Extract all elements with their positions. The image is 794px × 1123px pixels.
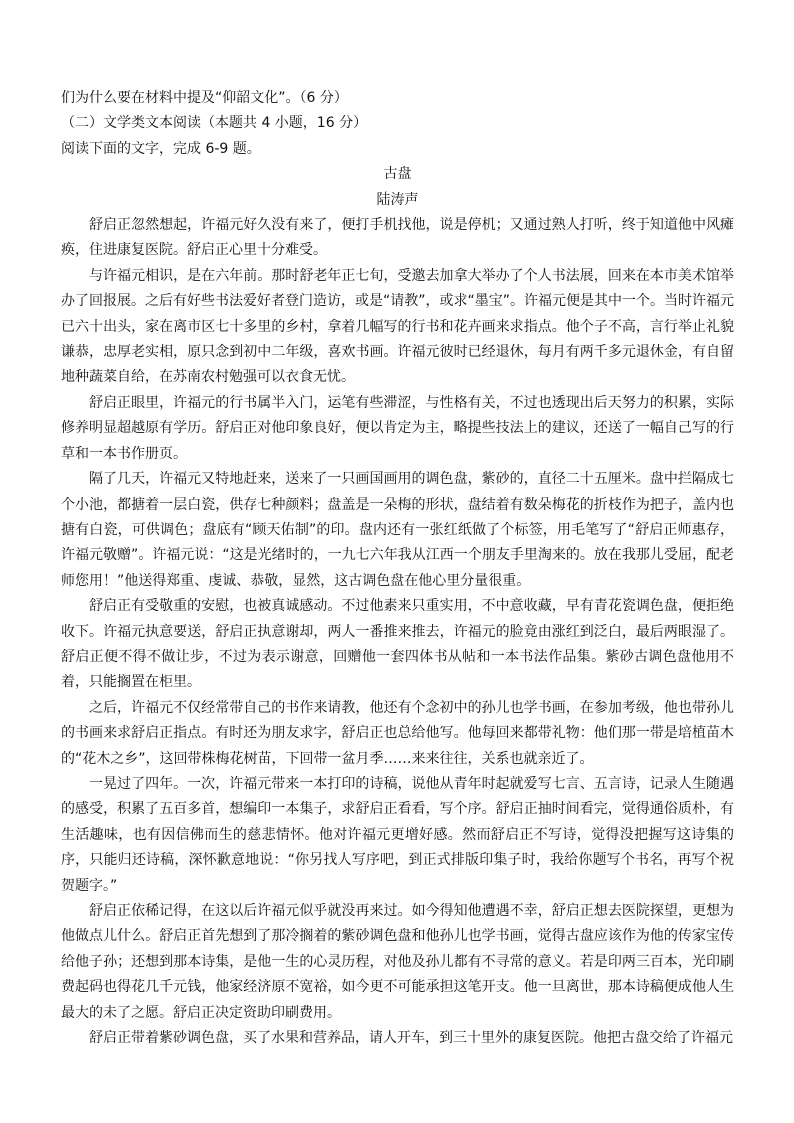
- article-author: 陆涛声: [376, 191, 419, 208]
- article-paragraph: 舒启正依稀记得，在这以后许福元似乎就没再来过。如今得知他遭遇不幸，舒启正想去医院探望，更想为他做点儿什么。舒启正首先想到了那冷搁着的紫砂调色盘和他孙儿也学书画，觉得古盘应该作为他的传家宝传给他子孙；还想到那本诗集，是他一生的心灵历程，对他及孙儿都有不寻常的意义。若是印两三百本，光印刷费起码也得花几千元钱，他家经济原不宽裕，如今更不可能承担这笔开支。他一旦离世，那本诗稿便成他人生最大的未了之愿。舒启正决定资助印刷费用。: [61, 903, 734, 1021]
- article-paragraph: 舒启正有受敬重的安慰，也被真诚感动。不过他素来只重实用，不中意收藏，早有青花瓷调色盘，便拒绝收下。许福元执意要送，舒启正执意谢却，两人一番推来推去，许福元的脸竟由涨红到泛白，最后两眼湿了。舒启正便不得不做让步，不过为表示谢意，回赠他一套四体书从帖和一本书法作品集。紫砂古调色盘他用不着，只能搁置在柜里。: [61, 598, 734, 691]
- section-heading: （二）文学类文本阅读（本题共 4 小题，16 分）: [61, 115, 368, 132]
- article-paragraph: 与许福元相识，是在六年前。那时舒老年正七旬，受邀去加拿大举办了个人书法展，回来在本市美术馆举办了回报展。之后有好些书法爱好者登门造访，或是“请教”，或求“墨宝”。许福元便是其中一个。当时许福元已六十出头，家在离市区七十多里的乡村，拿着几幅写的行书和花卉画来求指点。他个子不高，言行举止礼貌谦恭，忠厚老实相，原只念到初中二年级，喜欢书画。许福元彼时已经退休，每月有两千多元退休金，有自留地种蔬菜自给，在苏南农村勉强可以衣食无忧。: [61, 267, 735, 386]
- article-paragraph: 之后，许福元不仅经常带自己的书作来请教，他还有个念初中的孙儿也学书画，在参加考级，他也带孙儿的书画来求舒启正指点。有时还为朋友求字，舒启正也总给他写。他每回来都带礼物：他们那一带是培植苗木的“花木之乡”，这回带株梅花树苗，下回带一盆月季……来来往往，关系也就亲近了。: [61, 699, 734, 767]
- article-paragraph: 舒启正眼里，许福元的行书属半入门，运笔有些滞涩，与性格有关，不过也透现出后天努力的积累，实际修养明显超越原有学历。舒启正对他印象良好，便以肯定为主，略提些技法上的建议，还送了一幅自己写的行草和一本书作册页。: [61, 394, 734, 462]
- question-tail: 们为什么要在材料中提及“仰韶文化”。（6 分）: [61, 90, 348, 106]
- article-paragraph: 一晃过了四年。一次，许福元带来一本打印的诗稿，说他从青年时起就爱写七言、五言诗，记录人生随遇的感受，积累了五百多首，想编印一本集子，求舒启正看看，写个序。舒启正抽时间看完，觉得通俗质朴，有生活趣味，也有因信佛而生的慈悲情怀。他对许福元更增好感。然而舒启正不写诗，觉得没把握写这诗集的序，只能归还诗稿，深怀歉意地说：“你另找人写序吧，到正式排版印集子时，我给你题写个书名，再写个祝贺题字。”: [61, 775, 734, 894]
- article-paragraph: 舒启正忽然想起，许福元好久没有来了，便打手机找他，说是停机；又通过熟人打听，终于知道他中风瘫痪，住进康复医院。舒启正心里十分难受。: [61, 217, 734, 259]
- reading-instruction: 阅读下面的文字，完成 6-9 题。: [61, 140, 261, 157]
- article-paragraph: 隔了几天，许福元又特地赶来，送来了一只画国画用的调色盘，紫砂的，直径二十五厘米。盘中拦隔成七个小池，都搪着一层白瓷，供存七种颜料；盘盖是一朵梅的形状，盘结着有数朵梅花的折枝作为把子，盖内也搪有白瓷，可供调色；盘底有“顾天佑制”的印。盘内还有一张红纸做了个标签，用毛笔写了“舒启正师惠存，许福元敬赠”。许福元说：“这是光绪时的，一九七六年我从江西一个朋友手里淘来的。放在我那儿受屈，配老师您用！”他送得郑重、虔诚、恭敬，显然，这古调色盘在他心里分量很重。: [61, 471, 734, 589]
- article-paragraph: 舒启正带着紫砂调色盘，买了水果和营养品，请人开车，到三十里外的康复医院。他把古盘交给了许福元: [89, 1030, 733, 1047]
- article-title: 古盘: [383, 166, 412, 183]
